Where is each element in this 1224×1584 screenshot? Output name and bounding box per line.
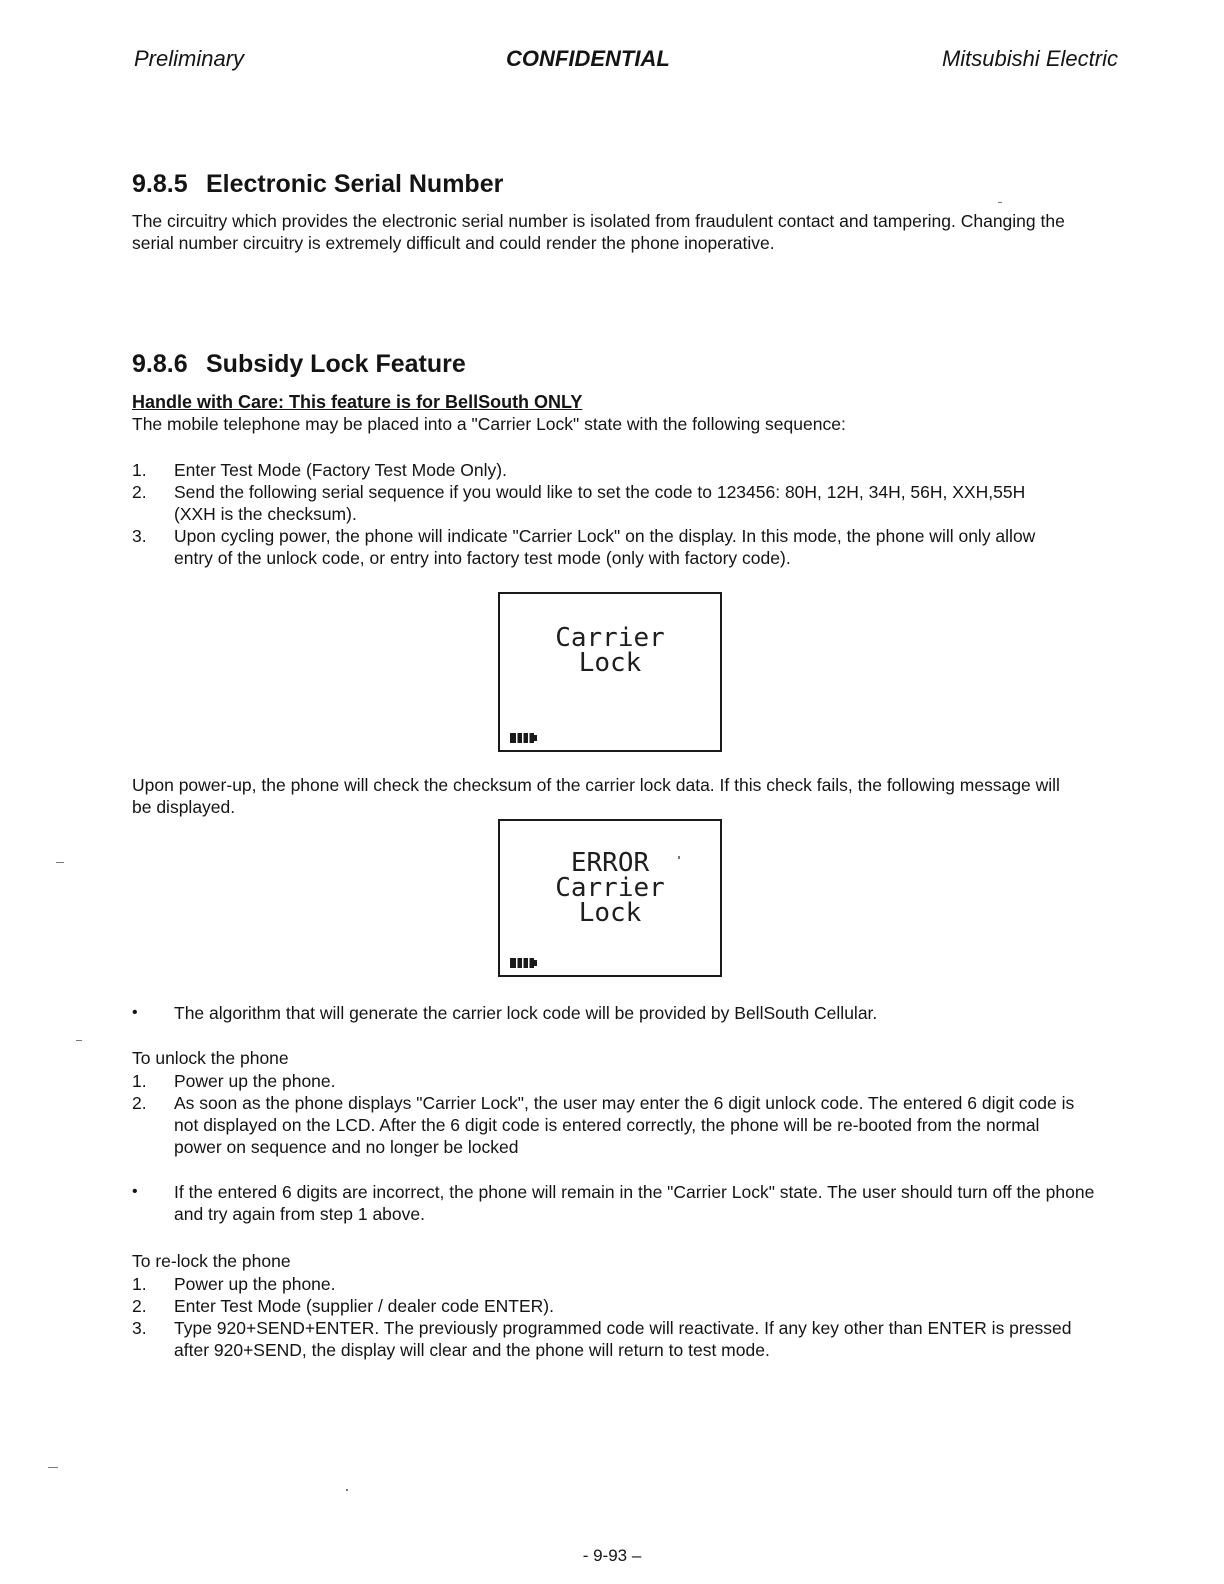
list-item-text: Upon cycling power, the phone will indicate "Carrier Lock" on the display. In this mode, the phone will only allow entry of the unlock code, or entry into factory test mode (only with factory code). xyxy=(174,526,1036,568)
header-company: Mitsubishi Electric xyxy=(941,46,1118,71)
list-item xyxy=(132,1273,1097,1295)
list-item-text: Power up the phone. xyxy=(174,1274,336,1294)
unlock-title: To unlock the phone xyxy=(132,1048,289,1068)
unlock-steps xyxy=(132,1070,1087,1158)
powerup-paragraph: Upon power-up, the phone will check the checksum of the carrier lock data. If this check fails, the following message will be displayed. xyxy=(132,775,1060,817)
incorrect-digits-note xyxy=(132,1181,1097,1225)
relock-title: To re-lock the phone xyxy=(132,1251,291,1271)
battery-icon xyxy=(510,957,538,969)
list-item xyxy=(132,1317,1097,1361)
section-heading-subsidy-lock xyxy=(132,350,466,379)
page-number: - 9-93 – xyxy=(582,1546,642,1565)
lcd-display-error xyxy=(498,819,722,977)
algorithm-note xyxy=(132,1002,1097,1024)
list-item xyxy=(132,1295,1097,1317)
list-item xyxy=(132,481,1057,525)
list-item xyxy=(132,1092,1087,1158)
list-marker: 1. xyxy=(132,460,147,480)
list-item-text: Power up the phone. xyxy=(174,1071,336,1091)
list-marker: 1. xyxy=(132,1071,147,1091)
list-item-text: As soon as the phone displays "Carrier Lock", the user may enter the 6 digit unlock code. The entered 6 digit code is not displayed on the LCD. After the 6 digit code is entered correctly, the phone will be re-booted from the normal power on sequence and no longer be locked xyxy=(174,1093,1075,1157)
section-number: 9.8.6 xyxy=(132,350,188,378)
lcd-line: Lock xyxy=(578,898,642,928)
bullet-marker: • xyxy=(132,1183,138,1200)
list-marker: 3. xyxy=(132,1318,147,1338)
list-item xyxy=(132,525,1057,569)
section-title: Electronic Serial Number xyxy=(206,170,504,198)
page-header xyxy=(134,46,1118,76)
lcd-display-carrier-lock xyxy=(498,592,722,752)
esn-paragraph: The circuitry which provides the electronic serial number is isolated from fraudulent contact and tampering. Changing the serial number circuitry is extremely difficult and could render the phone inoperative. xyxy=(132,211,1065,253)
list-item xyxy=(132,459,1057,481)
list-item-text: The algorithm that will generate the carrier lock code will be provided by BellSouth Cellular. xyxy=(174,1003,878,1023)
section-number: 9.8.5 xyxy=(132,170,188,198)
list-marker: 3. xyxy=(132,526,147,546)
list-item-text: If the entered 6 digits are incorrect, the phone will remain in the "Carrier Lock" state. The user should turn off the phone and try again from step 1 above. xyxy=(174,1182,1095,1224)
list-marker: 1. xyxy=(132,1274,147,1294)
list-item-text: Type 920+SEND+ENTER. The previously programmed code will reactivate. If any key other than ENTER is pressed after 920+SEND, the display will clear and the phone will return to test mode. xyxy=(174,1318,1072,1360)
list-item-text: Enter Test Mode (Factory Test Mode Only). xyxy=(174,460,507,480)
lcd-line: Lock xyxy=(578,648,642,678)
battery-icon xyxy=(510,732,538,744)
header-confidential: CONFIDENTIAL xyxy=(506,46,670,71)
list-item xyxy=(132,1070,1087,1092)
bellsouth-warning: Handle with Care: This feature is for BellSouth ONLY xyxy=(132,392,583,412)
list-item xyxy=(132,1002,1097,1024)
list-marker: 2. xyxy=(132,1093,147,1113)
header-preliminary: Preliminary xyxy=(134,46,245,71)
carrier-lock-intro: The mobile telephone may be placed into a "Carrier Lock" state with the following sequence: xyxy=(132,414,846,434)
list-item-text: Send the following serial sequence if you would like to set the code to 123456: 80H, 12H, 34H, 56H, XXH,55H (XXH is the checksum). xyxy=(174,482,1026,524)
section-title: Subsidy Lock Feature xyxy=(206,350,466,378)
bullet-marker: • xyxy=(132,1004,138,1021)
list-marker: 2. xyxy=(132,1296,147,1316)
list-item-text: Enter Test Mode (supplier / dealer code ENTER). xyxy=(174,1296,554,1316)
list-item xyxy=(132,1181,1097,1225)
carrier-lock-steps xyxy=(132,459,1057,569)
relock-steps xyxy=(132,1273,1097,1361)
lcd-line: ERROR xyxy=(570,848,650,878)
section-heading-esn xyxy=(132,170,503,199)
lcd-line: Carrier xyxy=(555,873,665,903)
lcd-line: Carrier xyxy=(555,623,665,653)
list-marker: 2. xyxy=(132,482,147,502)
